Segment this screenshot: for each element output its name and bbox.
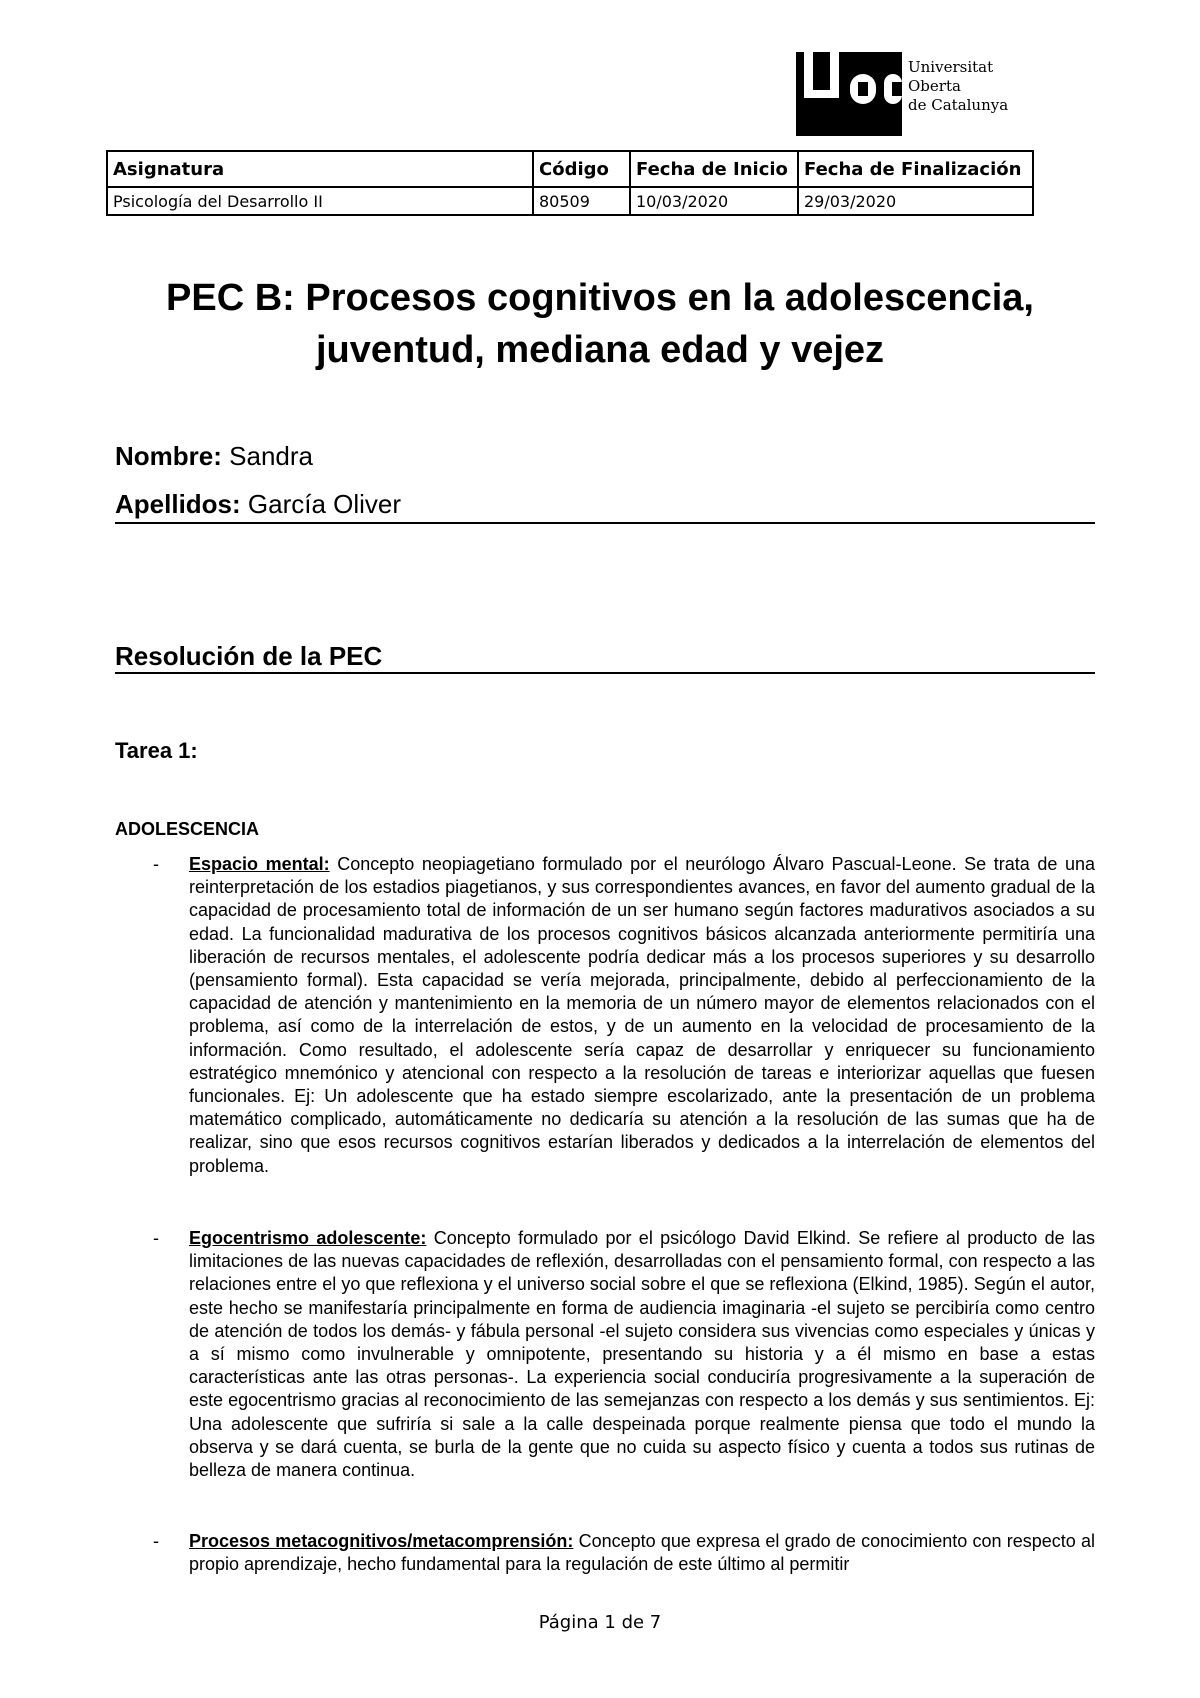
document-title: PEC B: Procesos cognitivos en la adolescencia, juventud, mediana edad y vejez [166,277,1034,371]
header-codigo: Código [533,151,630,187]
sub-heading: ADOLESCENCIA [115,819,260,839]
nombre-value: Sandra [229,441,313,471]
cell-asignatura: Psicología del Desarrollo II [107,187,533,215]
list-item [115,1530,1095,1576]
list-bullet: - [153,854,159,874]
uoc-logo [796,52,1020,136]
table-row [107,187,1033,215]
list-item [115,853,1095,1178]
list-bullet: - [153,1531,159,1551]
logo-name-line-1: Universitat [908,58,994,76]
list-item-body: Concepto que expresa el grado de conocimiento con respecto al propio aprendizaje, hecho fundamental para la regulación de este último al permitir [189,1531,1095,1575]
header-fecha-inicio: Fecha de Inicio [630,151,798,187]
nombre-field [115,440,313,472]
section-title: Resolución de la PEC [115,641,383,671]
logo-name-line-2: Oberta [908,77,961,95]
list-item-body: Concepto formulado por el psicólogo David Elkind. Se refiere al producto de las limitaciones de las nuevas capacidades de reflexión, desarrolladas con el pensamiento formal, con respecto a las relaciones entre el yo que reflexiona y el universo social sobre el que se reflexiona (Elkind, 1985). Según el autor, este hecho se manifestaría principalmente en forma de audiencia imaginaria -el sujeto se percibiría como centro de atención de todos los demás- y fábula personal -el sujeto considera sus vivencias como especiales y únicas y a sí mismo como invulnerable y omnipotente, presentando su historia y a él mismo en base a estas características ante las otras personas-. La experiencia social conduciría progresivamente a la superación de este egocentrismo gracias al reconocimiento de las semejanzas con respecto a los demás y sus sentimientos. Ej: Una adolescente que sufriría si sale a la calle despeinada porque realmente piensa que todo el mundo la observa y se dará cuenta, se burla de la gente que no cuida su aspecto físico y cuenta a todos sus rutinas de belleza de manera continua. [189,1228,1095,1481]
header-fecha-finalizacion: Fecha de Finalización [798,151,1033,187]
logo-name-line-3: de Catalunya [908,96,1009,114]
nombre-label: Nombre: [115,441,222,471]
list-item-text [189,1530,1095,1576]
header-asignatura: Asignatura [107,151,533,187]
list-item-text [189,1227,1095,1482]
list-item-term: Egocentrismo adolescente: [189,1228,427,1248]
apellidos-field [115,488,401,520]
page-number: Página 1 de 7 [538,1612,662,1633]
cell-fecha-inicio: 10/03/2020 [630,187,798,215]
course-info-table [106,150,1034,216]
list-item-text [189,853,1095,1178]
list-item-body: Concepto neopiagetiano formulado por el neurólogo Álvaro Pascual-Leone. Se trata de una reinterpretación de los estadios piagetianos, y sus correspondientes avances, en favor del aumento gradual de la capacidad de procesamiento total de información de un ser humano según factores madurativos asociados a su edad. La funcionalidad madurativa de los procesos cognitivos básicos alcanzada anteriormente permitiría una liberación de recursos mentales, el adolescente podría dedicar más a los procesos superiores y su desarrollo (pensamiento formal). Esta capacidad se vería mejorada, principalmente, debido al perfeccionamiento de la capacidad de atención y mantenimiento en la memoria de un número mayor de elementos relacionados con el problema, así como de la interrelación de estos, y de un aumento en la velocidad de procesamiento de la información. Como resultado, el adolescente sería capaz de desarrollar y enriquecer su funcionamiento estratégico mnemónico y atencional con respecto a la resolución de tareas e interiorizar aquellas que fuesen funcionales. Ej: Un adolescente que ha estado siempre escolarizado, ante la presentación de un problema matemático complicado, automáticamente no dedicaría su atención a la resolución de las sumas que ha de realizar, sino que esos recursos cognitivos estarían liberados y dedicados a la interrelación de elementos del problema. [189,854,1095,1176]
task-title: Tarea 1: [115,738,198,763]
list-item-term: Espacio mental: [189,854,330,874]
apellidos-value: García Oliver [247,489,402,519]
list-bullet: - [153,1228,159,1248]
list-item [115,1227,1095,1482]
cell-fecha-finalizacion: 29/03/2020 [798,187,1033,215]
cell-codigo: 80509 [533,187,630,215]
table-header-row [107,151,1033,187]
divider [115,522,1095,524]
apellidos-label: Apellidos: [115,489,241,519]
divider [115,672,1095,674]
uoc-logo-mark [796,52,902,136]
list-item-term: Procesos metacognitivos/metacomprensión: [189,1531,574,1551]
